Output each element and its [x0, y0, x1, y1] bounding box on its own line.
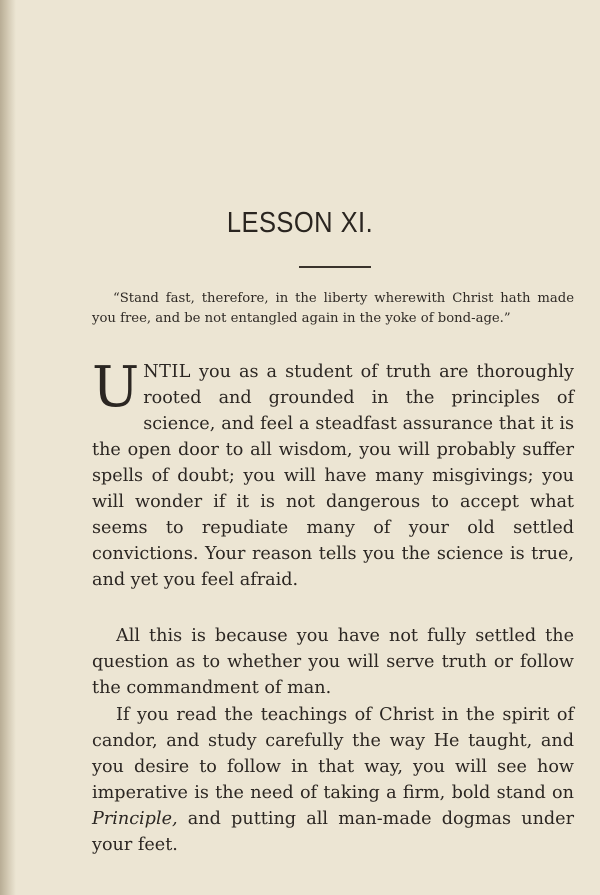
paragraph-3-text-after: and putting all man-made dogmas under your feet. [92, 809, 574, 855]
book-spine-shadow [0, 0, 16, 895]
paragraph-3 [92, 702, 574, 858]
paragraph-1 [92, 355, 574, 593]
drop-cap: U [92, 355, 140, 420]
paragraph-3-text-before: If you read the teachings of Christ in the spirit of candor, and study carefully the way He taught, and you desire to follow in that way, you will see how imperative is the need of taking a firm, bold stand on [92, 705, 574, 803]
lesson-heading: LESSON XI. [226, 207, 374, 239]
lead-word: NTIL [143, 362, 191, 382]
paragraph-1-text: you as a student of truth are thoroughly rooted and grounded in the principles of science, and feel a steadfast assurance that it is the open door to all wisdom, you will probably suffer spells of doubt; you will have many misgivings; you will wonder if it is not dangerous to accept what seems to repudiate many of your old settled convictions. Your reason tells you the science is true, and yet you feel afraid. [92, 362, 574, 590]
paragraph-2: All this is because you have not fully settled the question as to whether you will serve truth or follow the commandment of man. [92, 626, 574, 698]
epigraph: “Stand fast, therefore, in the liberty wherewith Christ hath made you free, and be not entangled again in the yoke of bond-age.” [92, 291, 574, 326]
principle-emphasis: Principle, [92, 809, 178, 829]
heading-rule [299, 266, 371, 268]
